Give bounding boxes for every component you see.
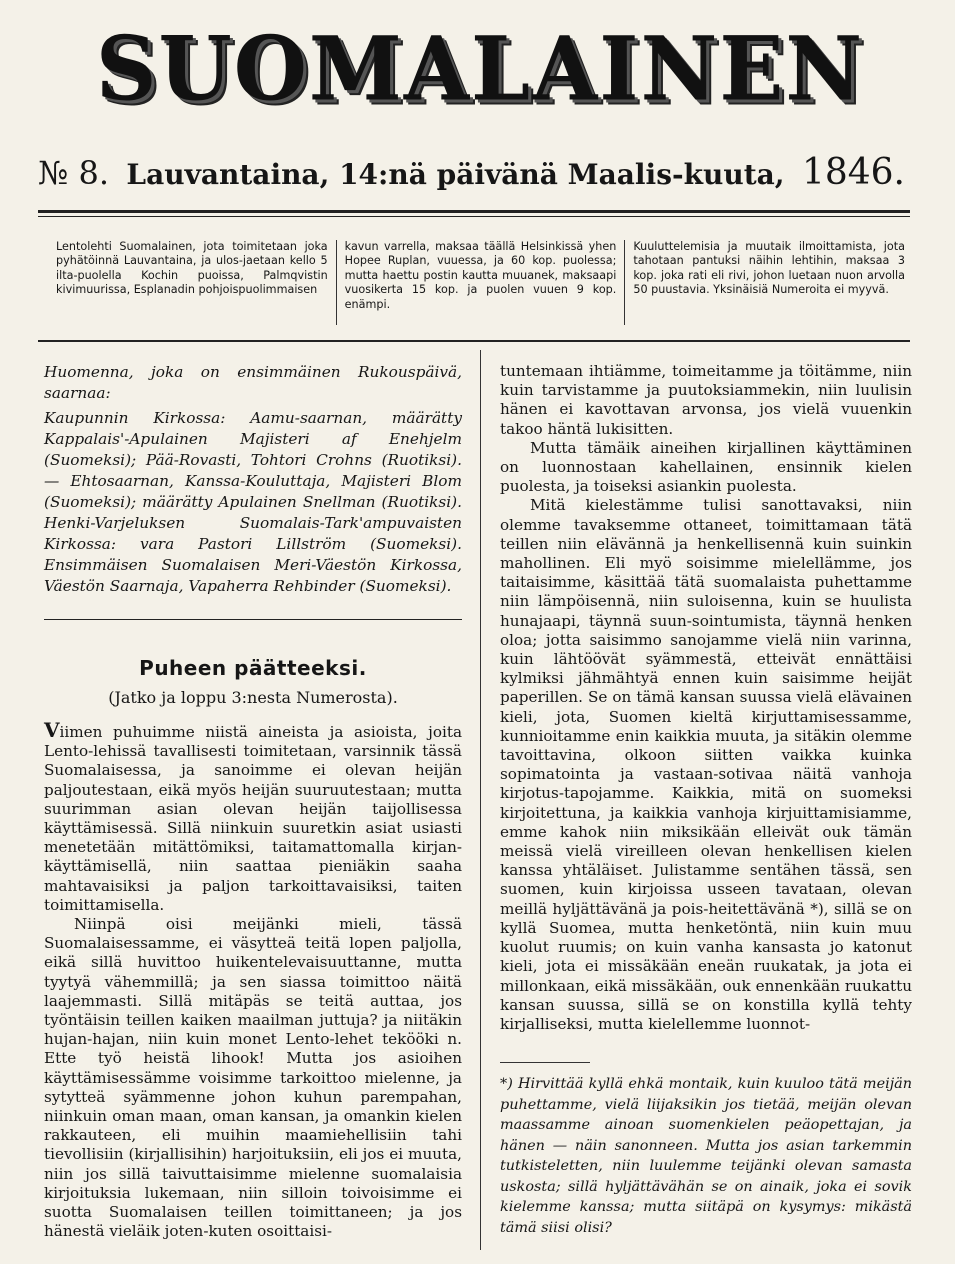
left-column: [44, 362, 462, 1241]
column-separator: [480, 350, 481, 1250]
article-paragraph-1: [44, 718, 462, 915]
issue-date: Lauvantaina, 14:nä päivänä Maalis-kuuta,: [126, 158, 785, 191]
announcement-body: Kaupunnin Kirkossa: Aamu-saarnan, määrätty Kappalais'-Apulainen Majisteri af Enehjelm (Suomeksi); Pää-Rovasti, Tohtori Crohns (Ruotiksi). — Ehtosaarnan, Kanssa-Kouluttaja, Majisteri Blom (Suomeksi); määrätty Apulainen Snellman (Ruotiksi). Henki-Varjeluksen Suomalais-Tark'ampuvaisten Kirkossa: vara Pastori Lillström (Suomeksi). Ensimmäisen Suomalaisen Meri-Väestön Kirkossa, Väestön Saarnaja, Vapaherra Rehbinder (Suomeksi).: [44, 409, 462, 595]
article-subtitle: (Jatko ja loppu 3:nesta Numerosta).: [108, 688, 398, 707]
subscription-info: [48, 240, 913, 325]
section-rule: [44, 619, 462, 620]
article-title: Puheen päätteeksi.: [139, 656, 367, 680]
dateline: [38, 152, 905, 192]
masthead: [95, 16, 865, 121]
newspaper-title: SUOMALAINEN: [95, 16, 865, 121]
article-paragraph-2: Niinpä oisi meijänki mieli, tässä Suomalaisessamme, ei väsytteä teitä lopen paljolla, eikä sillä huvittoo huikentelevaisuuttanne, mutta tyytyä vähemmillä; ja sen siassa toimittoo näitä laajemmasti. Sillä mitäpäs se teitä auttaa, jos työntäisin teillen kaiken maailman juttuja? ja niitäkin hujan-hajan, niin kuin monet Lento-lehet tekööki n. Ette työ heistä lihook! Mutta jos asioihen käyttämisessämme voisimme tarkoittoo mielenne, ja sytytteä syämmenne johon kuhun parempahan, niinkuin oman maan, oman kansan, ja omankin kielen rakkauteen, eli muihin maamiehellisiin tahi tievollisiin (kirjallisihin) harjoituksiin, eli jos ei muuta, niin jos sillä taivuttaisimme mielenne suomalaisia kirjoituksia lukemaan, niin silloin toivoisimme ei suotta Suomalaisen teillen toimittaneen; ja jos hänestä vieläik joten-kuten osoittaisi-: [44, 915, 462, 1241]
right-column: [500, 362, 912, 1034]
issue-year: 1846.: [801, 152, 905, 193]
article-paragraph-1-text: iimen puhuimme niistä aineista ja asioista, joita Lento-lehissä tavallisesti toimitetaan, varsinnik tässä Suomalaisessa, ja sanoimme ei olevan heijän paljoutestaan, eikä myös heijän suuruutestaan; mutta suurimman asian olevan heijän taijollisessa käyttämisessä. Sillä niinkuin suuretkin asiat usiasti menetetään mitättömiksi, taitamattomalla kirjan-käyttämisellä, niin saattaa pieniäkin saaha mahtavaisiksi ja paljon tarkoittavaisiksi, taiten toimittamisella.: [44, 723, 462, 914]
top-rule-thin: [38, 216, 910, 217]
footnote-block: [500, 1074, 912, 1238]
info-column-2: kavun varrella, maksaa täällä Helsinkissä yhen Hopee Ruplan, vuuessa, ja 60 kop. puolessa; mutta haettu postin kautta muuanek, maksaapi vuosikerta 15 kop. ja puolen vuuen 9 kop. enämpi.: [336, 240, 626, 325]
article-paragraph-4: Mutta tämäik aineihen kirjallinen käyttäminen on luonnostaan kahellainen, ensinnik kielen puolesta, ja toiseksi asiankin puolesta.: [500, 438, 912, 496]
announcement-intro: Huomenna, joka on ensimmäinen Rukouspäivä, saarnaa:: [44, 363, 462, 402]
info-rule: [38, 340, 910, 342]
dropcap: V: [44, 718, 60, 742]
info-column-3: Kuuluttelemisia ja muutaik ilmoittamista, jota tahotaan pantuksi näihin lehtihin, maksaa 3 kop. joka rati eli rivi, johon luetaan nuon arvolla 50 puustavia. Yksinäisiä Numeroita ei myyvä.: [633, 240, 906, 297]
footnote-rule: [500, 1062, 590, 1063]
article-paragraph-3: tuntemaan ihtiämme, toimeitamme ja töitämme, niin kuin tarvistamme ja puutoksiammekin, niin luulisin hänen ei kavottavan arvonsa, jos vielä vuuenkin takoo häntä lukisitten.: [500, 362, 912, 438]
top-rule-thick: [38, 210, 910, 213]
article-paragraph-5: Mitä kielestämme tulisi sanottavaksi, niin olemme tavaksemme ottaneet, toimittamaan tätä teillen niin elävännä ja henkellisennä kuin suinkin mahollinen. Eli myö soisimme mielellämme, jos taitaisimme, käsittää tätä suomalaista puhettamme niin lämpöisennä, niin suloisenna, kuin se huulista hunajaapi, täynnä suun-sointumista, täynnä henken oloa; jotta saisimmo sanojamme vielä niin varinna, kuin lähtöövät syämmestä, etteivät ennättäisi kylmiksi jähmähtyä ennen kuin saisimme heijät paperillen. Se on tämä kansan suussa vielä elävainen kieli, jota, Suomen kieltä kirjuttamisessamme, kunnioitamme enin kaikkia muuta, ja sitäkin olemme tavoittavina, olkoon siitten vaikka kuinka sopimatointa ja vastaan-sotivaa näitä vanhoja kirjotus-tapojamme. Kaikkia, mitä on suomeksi kirjoitettuna, ja kaikkia vanhoja kirjuittamisiamme, emme kahok niin miksikään elleivät ouk tämän meissä vielä vireilleen olevan henkellisen kielen kanssa yhtäläiset. Julistamme sentähen tässä, sen suomen, kuin kirjoissa usseen tavataan, olevan meillä hyljättävänä ja pois-heitettävänä *), sillä se on kyllä Suomea, mutta henketöntä, niin kuin muu kuolut ruumis; on kuin vanha kansasta jo katonut kieli, jota ei missäkään eneän ruukatak, ja jota ei millonkaan, eikä missäkään, ouk ennenkään ruukattu kansan suussa, sillä se on konstilla kyllä tehty kirjalliseksi, mutta kielellemme luonnot-: [500, 496, 912, 1033]
info-column-1: Lentolehti Suomalainen, jota toimitetaan joka pyhätöinnä Lauvantaina, ja ulos-jaetaan kello 5 ilta-puolella Kochin puoissa, Palmqvistin kivimuurissa, Esplanadin pohjoispuolimmaisen: [56, 240, 328, 297]
issue-number: № 8.: [38, 154, 109, 192]
footnote: *) Hirvittää kyllä ehkä montaik, kuin kuuloo tätä meijän puhettamme, vielä liijaksikin jos tietää, meijän olevan maassamme ainoan suomenkielen peäopettajan, ja hänen — näin sanonneen. Mutta jos asian tarkemmin tutkisteletten, niin luulemme teijänki olevan samasta uskosta; sillä hyljättävähän se on ainaik, joka ei sovik kielemme kanssa; mutta siitäpä on kysymys: mikästä tämä siisi olisi?: [500, 1076, 912, 1236]
